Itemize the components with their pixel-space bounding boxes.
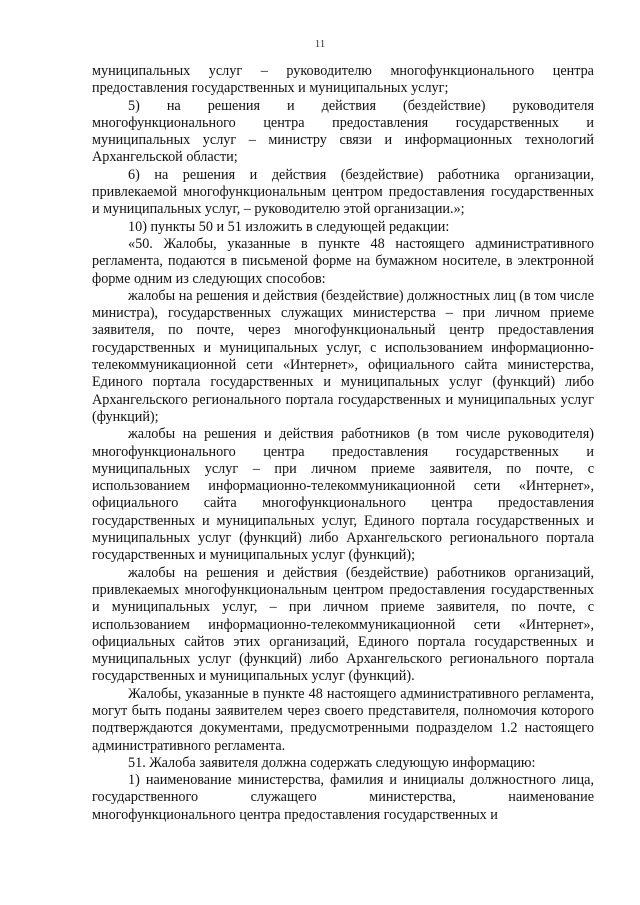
page-number: 11 — [314, 38, 326, 50]
paragraph-clause-51: 51. Жалоба заявителя должна содержать следующую информацию: — [128, 754, 536, 771]
paragraph-continuation: муниципальных услуг – руководителю многофункционального центра предоставления государственных и муниципальных услуг; — [92, 63, 594, 97]
paragraph-representative: Жалобы, указанные в пункте 48 настоящего административного регламента, могут быть поданы заявителем через своего представителя, полномочия которого подтверждаются документами, предусмотренными подразделом 1.2 настоящего административного регламента. — [92, 685, 594, 754]
paragraph-complaints-officials: жалобы на решения и действия (бездействие) должностных лиц (в том числе министра), государственных служащих министерства – при личном приеме заявителя, по почте, через многофункциональный центр предоставления государственных и муниципальных услуг, с использованием информационно-телекоммуникационной сети «Интернет», официального сайта министерства, Единого портала государственных и муниципальных услуг (функций) либо Архангельского регионального портала государственных и муниципальных услуг (функций); — [92, 287, 595, 425]
paragraph-item-1: 1) наименование министерства, фамилия и инициалы должностного лица, государственного служащего министерства, наименование многофункционального центра предоставления государственных и — [92, 772, 594, 823]
paragraph-amendment-10: 10) пункты 50 и 51 изложить в следующей редакции: — [128, 218, 450, 235]
paragraph-item-5: 5) на решения и действия (бездействие) руководителя многофункционального центра предоставления государственных и муниципальных услуг – министру связи и информационных технологий Архангельской области; — [92, 97, 594, 166]
paragraph-item-6: 6) на решения и действия (бездействие) работника организации, привлекаемой многофункциональным центром предоставления государственных и муниципальных услуг, – руководителю этой организации.»; — [92, 166, 594, 218]
paragraph-complaints-mfc: жалобы на решения и действия работников (в том числе руководителя) многофункционального центра предоставления государственных и муниципальных услуг – при личном приеме заявителя, по почте, с использованием информационно-телекоммуникационной сети «Интернет», официального сайта многофункционального центра предоставления государственных и муниципальных услуг, Единого портала государственных и муниципальных услуг (функций) либо Архангельского регионального портала государственных и муниципальных услуг (функций); — [92, 426, 594, 564]
document-body — [92, 63, 594, 824]
paragraph-clause-50: «50. Жалобы, указанные в пункте 48 настоящего административного регламента, подаются в письменой форме на бумажном носителе, в электронной форме одним из следующих способов: — [92, 235, 594, 287]
paragraph-complaints-organizations: жалобы на решения и действия (бездействие) работников организаций, привлекаемых многофункциональным центром предоставления государственных и муниципальных услуг, – при личном приеме заявителя, по почте, с использованием информационно-телекоммуникационной сети «Интернет», официальных сайтов этих организаций, Единого портала государственных и муниципальных услуг (функций) либо Архангельского регионального портала государственных и муниципальных услуг (функций). — [92, 564, 594, 685]
